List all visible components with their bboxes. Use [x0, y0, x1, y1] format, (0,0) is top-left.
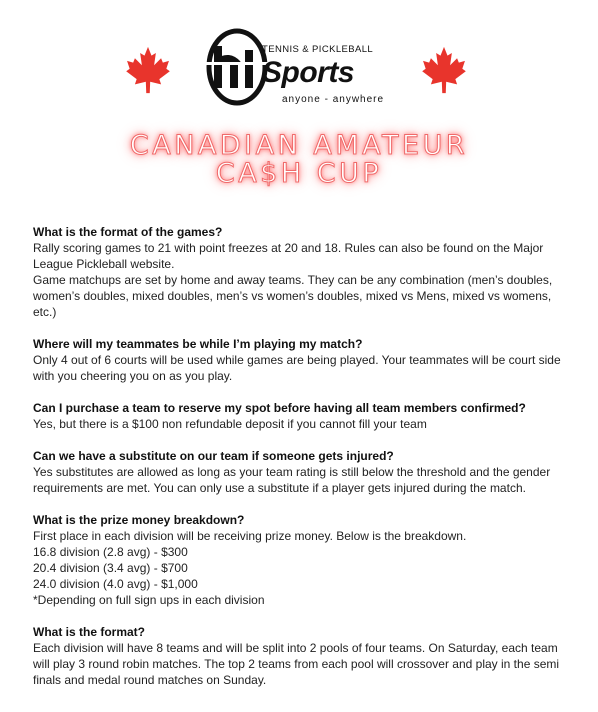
maple-leaf-icon — [422, 46, 466, 94]
faq-question: What is the prize money breakdown? — [33, 513, 245, 527]
prize-line: 24.0 division (4.0 avg) - $1,000 — [33, 577, 198, 591]
prize-line: 16.8 division (2.8 avg) - $300 — [33, 545, 188, 559]
brand-wordmark: Sports — [262, 56, 355, 89]
prize-line: 20.4 division (3.4 avg) - $700 — [33, 561, 188, 575]
faq-item — [33, 337, 563, 384]
faq-item — [33, 401, 563, 432]
faq-answer-line: First place in each division will be receiving prize money. Below is the breakdown. — [33, 529, 467, 543]
faq-item — [33, 225, 563, 320]
faq-item — [33, 625, 563, 688]
prize-note: *Depending on full sign ups in each division — [33, 593, 265, 607]
faq-item — [33, 449, 563, 496]
faq-answer-line: Each division will have 8 teams and will be split into 2 pools of four teams. On Saturday, each team will play 3 round robin matches. The top 2 teams from each pool will crossover and play in the semi finals and medal round matches on Sunday. — [33, 641, 560, 687]
event-title-line-2: CA$H CUP — [215, 158, 383, 189]
faq-answer-line: Game matchups are set by home and away teams. They can be any combination (men’s doubles, women’s doubles, mixed doubles, men’s vs women’s doubles, mixed vs Mens, mixed vs womens, etc.) — [33, 273, 553, 319]
brand-tagline: anyone - anywhere — [282, 94, 385, 105]
faq-question: What is the format? — [33, 625, 146, 639]
page-header — [0, 0, 598, 210]
faq-answer-line: Yes, but there is a $100 non refundable deposit if you cannot fill your team — [33, 417, 427, 431]
faq-answer-line: Yes substitutes are allowed as long as your team rating is still below the threshold and the gender requirements are met. You can only use a substitute if a player gets injured during the match. — [33, 465, 551, 495]
faq-question: What is the format of the games? — [33, 225, 223, 239]
maple-leaf-icon — [126, 46, 170, 94]
faq-list — [33, 225, 563, 705]
faq-item — [33, 513, 563, 608]
faq-question: Can we have a substitute on our team if someone gets injured? — [33, 449, 394, 463]
brand-top-line: TENNIS & PICKLEBALL — [262, 44, 374, 55]
faq-answer-line: Rally scoring games to 21 with point freezes at 20 and 18. Rules can also be found on the Major League Pickleball website. — [33, 241, 544, 271]
event-title-line-1: CANADIAN AMATEUR — [129, 130, 469, 161]
event-title — [0, 132, 598, 188]
faq-question: Can I purchase a team to reserve my spot before having all team members confirmed? — [33, 401, 526, 415]
faq-question: Where will my teammates be while I’m playing my match? — [33, 337, 363, 351]
faq-answer-line: Only 4 out of 6 courts will be used while games are being played. Your teammates will be court side with you cheering you on as you play. — [33, 353, 561, 383]
